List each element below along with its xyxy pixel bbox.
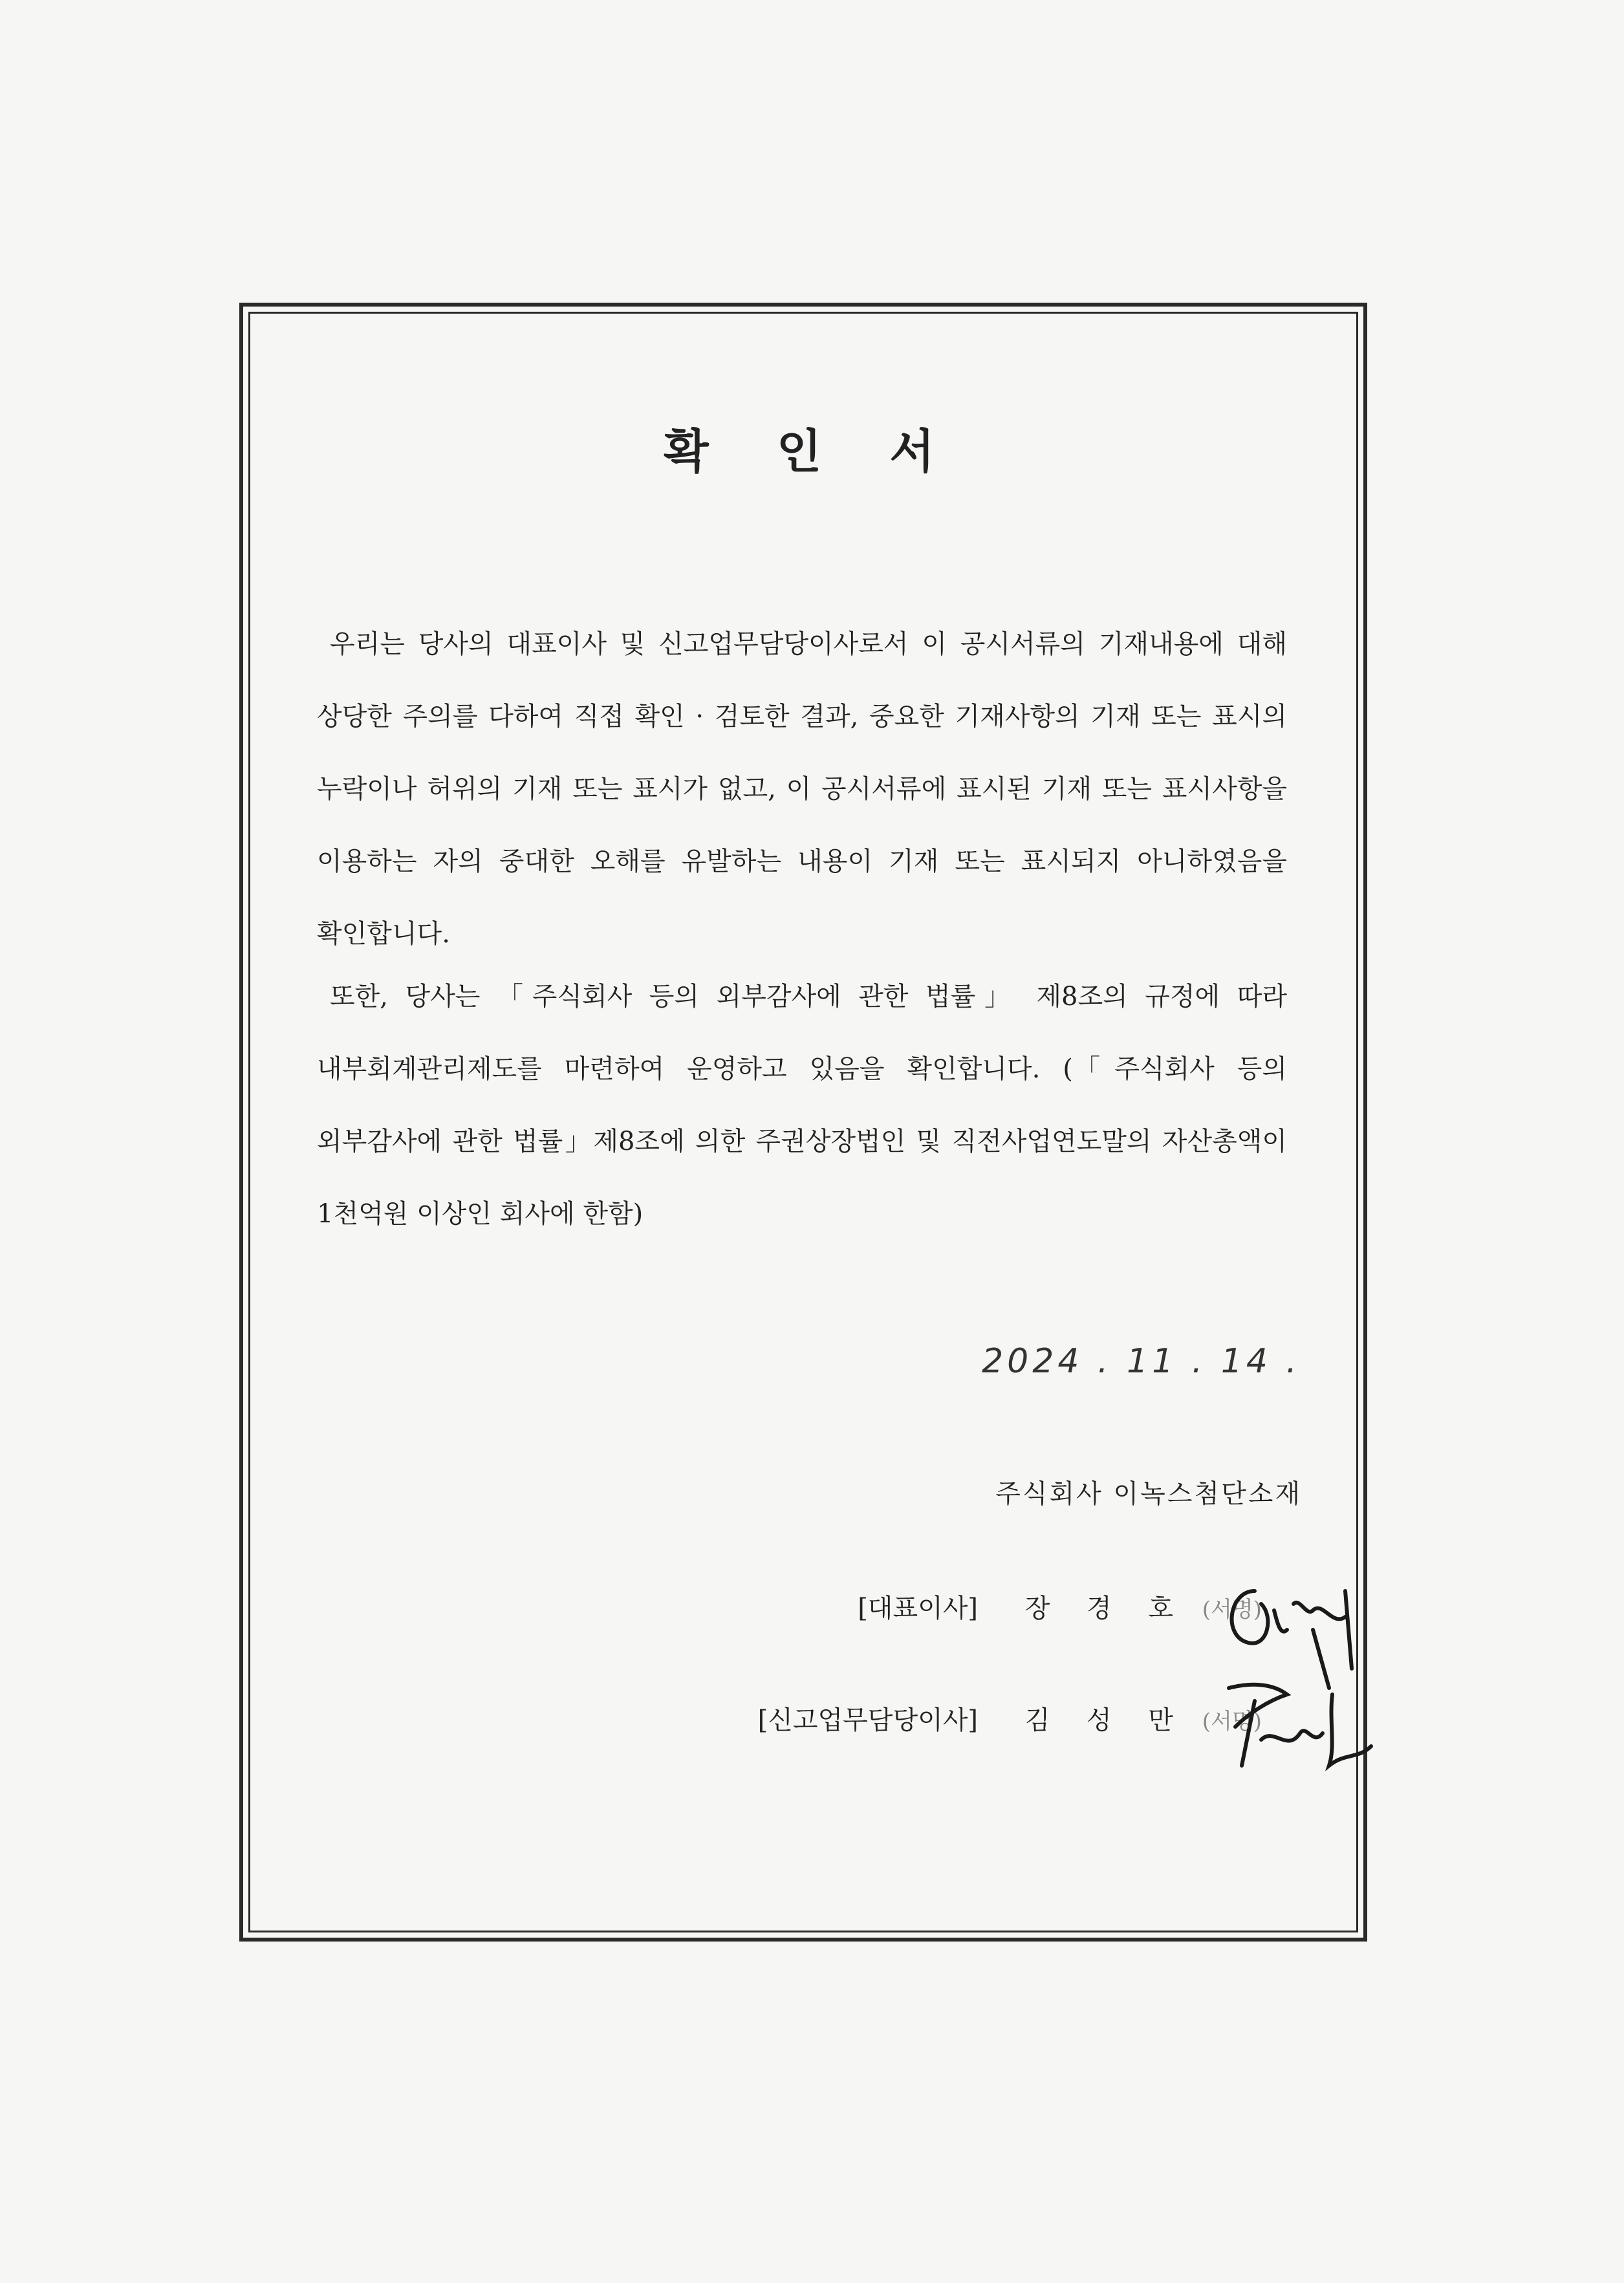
internal-control-paragraph-text: 또한, 당사는 「주식회사 등의 외부감사에 관한 법률」 제8조의 규정에 따라 내부회계관리제도를 마련하여 운영하고 있음을 확인합니다. (「주식회사 등의 외부감사에 관한 법률」제8조에 의한 주권상장법인 및 직전사업연도말의 자산총액이 1천억원 이상인 회사에 한함) — [317, 982, 1287, 1229]
signer-row-ceo — [858, 1588, 1262, 1625]
seal-note: (서명) — [1202, 1597, 1262, 1623]
confirmation-paragraph-text: 우리는 당사의 대표이사 및 신고업무담당이사로서 이 공시서류의 기재내용에 대해 상당한 주의를 다하여 직접 확인 · 검토한 결과, 중요한 기재사항의 기재 또는 표시의 누락이나 허위의 기재 또는 표시가 없고, 이 공시서류에 표시된 기재 또는 표시사항을 이용하는 자의 중대한 오해를 유발하는 내용이 기재 또는 표시되지 아니하였음을 확인합니다. — [317, 629, 1287, 949]
confirmation-paragraph — [317, 608, 1287, 970]
seal-note: (서명) — [1202, 1709, 1262, 1735]
signer-name: 장 경 호 — [1024, 1594, 1188, 1623]
document-title: 확 인 서 — [664, 424, 960, 479]
company-name: 주식회사 이녹스첨단소재 — [995, 1479, 1302, 1509]
handwritten-signature-director — [1216, 1669, 1384, 1798]
signer-role: [신고업무담당이사] — [757, 1705, 978, 1735]
signer-name: 김 성 만 — [1024, 1705, 1188, 1735]
internal-control-paragraph — [317, 960, 1287, 1250]
signer-role: [대표이사] — [858, 1594, 978, 1623]
signer-row-reporting-director — [758, 1700, 1262, 1737]
document-date: 2024 . 11 . 14 . — [982, 1342, 1301, 1381]
